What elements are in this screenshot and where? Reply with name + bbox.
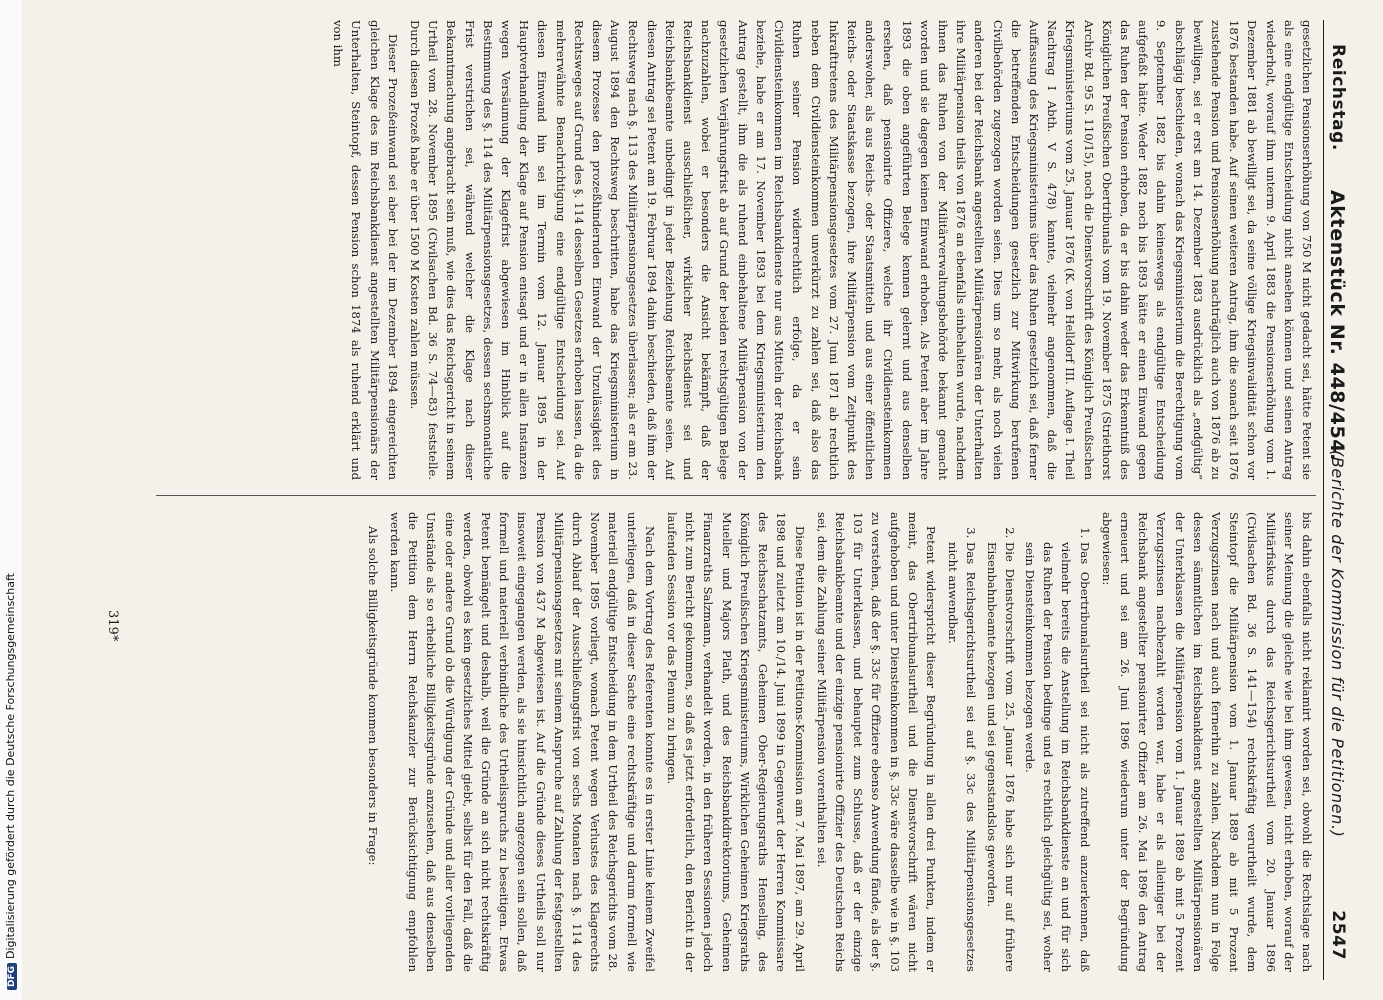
list-item: 1. Das Obertribunalsurtheil sei nicht als zutreffend anzuerkennen, daß vielmehr bereits die Anstellung im Reichsbankdienste an und für sich das Ruhen der Pension bedinge und es rechtlich gleichgültig sei, woher sein Diensteinkommen bezogen werde. [1021,542,1094,972]
col2-intro: bis dahin ebenfalls nicht reklamirt worden sei, obwohl die Rechtslage nach seiner Meinung die gleiche wie bei ihm gewesen, nicht erhoben, worauf der Militärfiskus durch das Reichsgerichtsurtheil vom 20. Januar 1896 (Civilsachen Bd. 36 S. 141—154) rechtskräftig verurtheilt wurde, dem Steintopf die Militärpension vom 1. Januar 1889 ab mit 5 Prozent Verzugszinsen nach und auch fernerhin zu zahlen. Nachdem nun in Folge dessen sämmtlichen im Reichsbankdienst angestellten Militärpensionären der Unterklassen die Militärpension vom 1. Januar 1889 ab mit 5 Prozent Verzugszinsen nachbezahlt worden war, habe er als alleiniger bei der Reichsbank angestellter pensionirter Offizier am 26. Mai 1896 den Antrag erneuert und sei am 26. Juni 1896 wiederum unter der Begründung abgewiesen: [1099,512,1314,972]
col2-paragraph-4: Als solche Billigkeitsgründe kommen besonders in Frage: [365,526,380,866]
header-left: Reichstag. [1328,44,1348,151]
header-middle: Aktenstück Nr. 448/454. [1326,190,1348,461]
col1-paragraph-2: Dieser Prozeßeinwand sei aber bei der im Dezember 1894 eingereichten gleichen Klage des im Reichsbankdienst angestellten Militärpensionärs der Unterhalten, Steintopf, dessen Pension schon 1874 als ruhend erklärt und von ihm [331,20,400,480]
dfg-note [4,573,17,990]
page-number: 2547 [1328,910,1348,960]
dfg-sidebar [0,0,22,1000]
col2-paragraph-2: Diese Petition ist in der Petitions-Kommission am 7. Mai 1897, am 29. April 1898 und zuletzt am 10./14. Juni 1899 in Gegenwart der Herren Kommissare des Reichsschatzamts, Geheimen Ober-Regierungsraths Henseling, des Königlich Preußischen Kriegsministeriums, Wirklichen Geheimen Kriegsraths Mueller und Majors Plath, und des Reichsbankdirektoriums, Geheimen Finanzraths Salzmann, verhandelt worden, in den früheren Sessionen jedoch nicht zum Bericht gekommen, so daß es jetzt erforderlich, den Bericht in der laufenden Session vor das Plenum zu bringen. [665,512,807,972]
header-right: (Berichte der Kommission für die Petitionen.) [1328,450,1347,838]
column-divider [156,495,1316,496]
dfg-note-text: Digitalisierung gefördert durch die Deutsche Forschungsgemeinschaft [4,573,17,959]
list-item: 2. Die Dienstvorschrift vom 25. Januar 1876 habe sich nur auf frühere Eisenbahnbeamte bezogen und sei gegenstandslos geworden. [982,542,1018,972]
col2-paragraph-3: Nach dem Vortrag des Referenten konnte es in erster Linie keinem Zweifel unterliegen, daß in dieser Sache eine rechtskräftige und darum formell wie materiell endgültige Entscheidung in dem Urtheil des Reichsgerichts vom 28. November 1895 vorliegt, wonach Petent wegen Verlustes des Klagerechts durch Ablauf der Ausschließungsfrist von sechs Monaten nach §. 114 des Militärpensionsgesetzes mit seinem Anspruche auf Zahlung der festgestellten Pension von 437 M abgewiesen ist. Auf die Gründe dieses Urtheils soll nur insoweit eingegangen werden, als sie hinsichtlich angezogen sein sollen, daß formell und materiell verbindliche des Urtheilsspruchs zu beseitigen. Etwas Petent bemängelt und deshalb, weil die Gründe an sich nicht rechtskräftig werden, obwohl es kein gesetzliches Mittel giebt, selbst für den Fall, daß die eine oder andere Grund ob die Würdigung der Gründe und aller vorliegenden Umstände als so erhebliche Billigkeitsgründe anzusehen, daß aus denselben die Petition dem Herrn Reichskanzler zur Berücksichtigung empfohlen werden kann. [388,512,657,972]
col2-paragraph-1: Petent widerspricht dieser Begründung in allen drei Punkten, indem er meint, das Obertribunalsurtheil und die Dienstvorschrift wären nicht aufgehoben und unter Diensteinkommen in §. 33c wäre dasselbe wie in §. 103 zu verstehen, daß der §. 33c für Offiziere ebenso Anwendung fände, als der §. 103 für Unterklassen, und behauptet zum Schlusse, daß er der einzige Reichsbankbeamte und der einzige pensionirte Offizier des Deutschen Reichs sei, dem die Zahlung seiner Militärpension vorenthalten sei. [814,512,938,972]
column-right [146,512,1316,972]
footer-page-mark: 319* [105,610,120,642]
column-left [146,20,1316,480]
col1-paragraph-1: gesetzlichen Pensionserhöhung von 750 M nicht gedacht sei, hätte Petent sie als eine endgültige Entscheidung nicht ansehen können und seinen Antrag wiederholt, worauf ihm unterm 9. April 1883 die Pensionserhöhung vom 1. Dezember 1881 ab bewilligt sei, da seine völlige Kriegsinvalidität schon vor 1876 bestanden habe. Auf seinen weiteren Antrag, ihm die sonach seit 1876 zustehende Pension und Pensionserhöhung nachträglich auch von 1876 ab zu bewilligen, sei er erst am 14. Dezember 1883 ausdrücklich als „endgültig“ abschlägig beschieden, wonach das Kriegsministerium die Berechtigung vom 9. September 1882 bis dahin keineswegs als endgültige Entscheidung aufgefaßt hätte. Weder 1882 noch bis 1893 hätte er einen Einwand gegen das Ruhen der Pension erhoben, da er bis dahin weder das Erkenntniß des Königlichen Preußischen Obertribunals vom 19. November 1875 (Striethorst Archiv Bd. 95 S. 110/15), noch die Dienstvorschrift des Königlich Preußischen Kriegsministeriums vom 25. Januar 1876 (K. von Helldorf III. Auflage I. Theil Nachtrag I Abth. V S. 478) kannte, vielmehr angenommen, daß die Auffassung des Kriegsministeriums über das Ruhen gesetzlich sei, daß ferner die betreffenden Entscheidungen gesetzlich zur Mitwirkung berufenen Civilbehörden zugezogen worden seien. Dies um so mehr, als noch vielen anderen bei der Reichsbank angestellten Militärpensionären der Unterhalten ihre Militärpension theils von 1876 an ebenfalls einbehalten wurde, nachdem ihnen das Ruhen von der Militärverwaltungsbehörde bekannt gemacht worden und sie dagegen keinen Einwand erhoben. Als Petent aber im Jahre 1893 die oben angeführten Belege kennen gelernt und aus denselben ersehen, daß pensionirte Offiziere, welche ihr Civildiensteinkommen anderswoher, als aus Reichs- oder Staatsmitteln und aus einer öffentlichen Reichs- oder Staatskasse bezogen, ihre Militärpension vom Zeitpunkt des Inkrafttretens des Militärpensionsgesetzes vom 27. Juni 1871 ab rechtlich neben dem Civildiensteinkommen unverkürzt zu zahlen sei, daß also das Ruhen seiner Pension widerrechtlich erfolge, da er sein Civildiensteinkommen im Reichsbankdienste nur aus Mitteln der Reichsbank beziehe, habe er am 17. November 1893 bei dem Kriegsministerium den Antrag gestellt, ihm die als ruhend einbehaltene Militärpension von der gesetzlichen Verjährungsfrist ab auf Grund der beiden rechtsgültigen Belege nachzuzahlen, wobei er besonders die Ansicht bekämpft, daß der Reichsbankdienst ausschließlicher, wirklicher Reichsdienst sei und Reichsbankbeamte unbedingt in jeder Beziehung Reichsbeamte seien. Auf diesen Antrag sei Petent am 19. Februar 1894 dahin beschieden, daß ihm der Rechtsweg nach §. 113 des Militärpensionsgesetzes überlassen; als er am 23. August 1894 den Rechtsweg beschritten, habe das Kriegsministerium in diesem Prozesse den prozeßhindernden Einwand der Unzulässigkeit des Rechtsweges auf Grund des §. 114 desselben Gesetzes erhoben lassen, da die mehrerwähnte Benachrichtigung eine endgültige Entscheidung sei. Auf diesen Einwand hin sei im Termin vom 12. Januar 1895 in der Hauptverhandlung der Klage auf Pension entsagt und er in allen Instanzen wegen Versäumung der Klagefrist abgewiesen im Hinblick auf die Bestimmung des §. 114 des Militärpensionsgesetzes, dessen sechsmonatliche Frist verstrichen sei, während welcher die Klage nach dieser Bekanntmachung angebracht sein muß, wie dies das Reichsgericht in seinem Urtheil vom 28. November 1895 (Civilsachen Bd. 36 S. 74—83) feststelle. Durch diesen Prozeß habe er über 1500 M Kosten zahlen müssen. [408,20,1314,480]
rotated-page-content [20,20,1350,980]
running-head [1323,20,1350,980]
list-item: 3. Das Reichsgerichtsurtheil sei auf §. 33c des Militärpensionsgesetzes nicht anwendbar. [944,542,980,972]
objection-list [944,512,1094,972]
dfg-logo: DFG [7,963,17,990]
